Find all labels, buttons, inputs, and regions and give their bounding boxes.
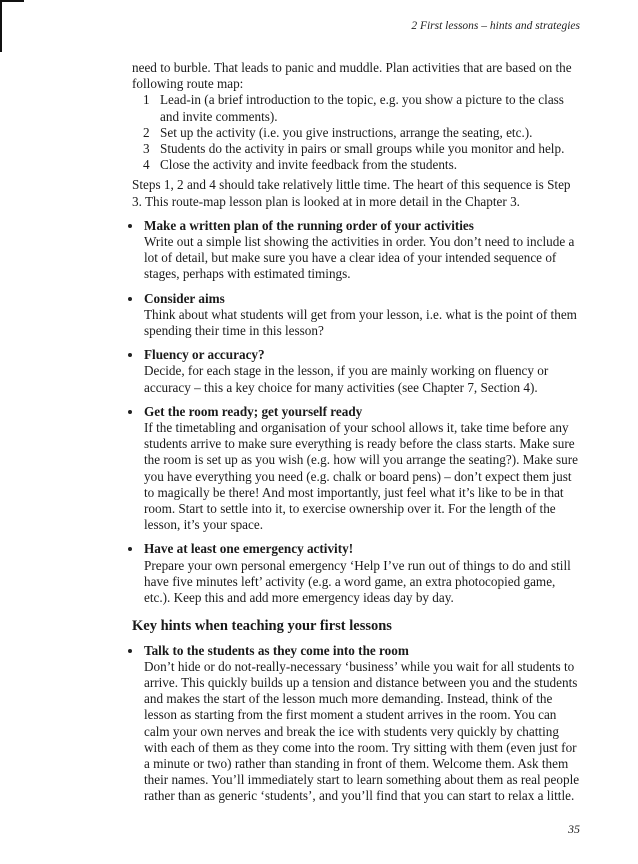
tip-title: Consider aims <box>144 290 225 306</box>
tip-item-written-plan <box>132 218 582 283</box>
tip-body: If the timetabling and organisation of your school allows it, take time before any students arrive to make sure everything is ready before the class starts. Make sure the room is set up as you wish (e.g. how will you arrange the seating?). Make sure you have everything you need (e.g. chalk or board pens) – don’t expect them just to magically be there! And most importantly, just feel what it’s like to be in that room. Start to settle into it, to exercise ownership over it. For the length of the lesson, it’s your space. <box>144 420 578 533</box>
bullet-icon <box>128 410 132 414</box>
page-number: 35 <box>568 822 580 836</box>
route-map-item <box>132 125 582 141</box>
route-map-item <box>132 157 582 173</box>
bullet-icon <box>128 224 132 228</box>
tip-item-room-ready <box>132 404 582 534</box>
tip-item-emergency-activity <box>132 541 582 606</box>
route-map-number: 2 <box>143 124 150 140</box>
tip-item-consider-aims <box>132 291 582 340</box>
tip-body: Think about what students will get from your lesson, i.e. what is the point of them spending their time in this lesson? <box>144 306 577 339</box>
route-map-number: 1 <box>143 92 150 108</box>
tip-item-fluency-accuracy <box>132 347 582 396</box>
bullet-icon <box>128 649 132 653</box>
tip-item-talk-to-students <box>132 643 582 805</box>
crop-corner-mark <box>0 0 24 52</box>
bullet-icon <box>128 297 132 301</box>
tip-title: Talk to the students as they come into the room <box>144 642 409 658</box>
tip-body: Prepare your own personal emergency ‘Help I’ve run out of things to do and still have five minutes left’ activity (e.g. a word game, an extra photocopied game, etc.). Keep this and add more emergency ideas day by day. <box>144 557 571 606</box>
bullet-icon <box>128 353 132 357</box>
section-heading: Key hints when teaching your first lessons <box>132 618 392 635</box>
route-map-text: Set up the activity (i.e. you give instructions, arrange the seating, etc.). <box>160 124 533 140</box>
tip-title: Get the room ready; get yourself ready <box>144 403 363 419</box>
route-map-item <box>132 141 582 157</box>
steps-paragraph: Steps 1, 2 and 4 should take relatively little time. The heart of this sequence is Step 3. This route-map lesson plan is looked at in more detail in the Chapter 3. <box>132 177 571 209</box>
route-map-text: Lead-in (a brief introduction to the topic, e.g. you show a picture to the class and invite comments). <box>160 92 564 124</box>
tip-title: Make a written plan of the running order of your activities <box>144 217 474 233</box>
route-map-number: 3 <box>143 141 150 157</box>
tip-title: Have at least one emergency activity! <box>144 541 354 557</box>
intro-paragraph: need to burble. That leads to panic and muddle. Plan activities that are based on the following route map: <box>132 60 572 92</box>
route-map-list <box>132 92 582 173</box>
running-head: 2 First lessons – hints and strategies <box>411 20 580 32</box>
route-map-text: Students do the activity in pairs or small groups while you monitor and help. <box>160 141 565 157</box>
tip-body: Decide, for each stage in the lesson, if you are mainly working on fluency or accuracy – this a key choice for many activities (see Chapter 7, Section 4). <box>144 363 549 395</box>
route-map-item <box>132 92 582 124</box>
route-map-text: Close the activity and invite feedback from the students. <box>160 157 458 173</box>
tip-title: Fluency or accuracy? <box>144 347 265 363</box>
page-body <box>132 60 582 805</box>
tip-body: Write out a simple list showing the activities in order. You don’t need to include a lot of detail, but make sure you have a clear idea of your intended sequence of stages, perhaps with estimated timings. <box>144 234 575 282</box>
tip-body: Don’t hide or do not-really-necessary ‘business’ while you wait for all students to arrive. This quickly builds up a tension and distance between you and the students and makes the start of the lesson much more demanding. Instead, think of the lesson as starting from the first moment a student arrives in the room. You can calm your own nerves and break the ice with students very quickly by chatting with each of them as they come into the room. Try sitting with them (even just for a minute or two) rather than standing in front of them. Welcome them. Ask them their names. You’ll immediately start to learn something about them as real people rather than as generic ‘students’, and you’ll find that you can start to relax a little. <box>144 658 580 804</box>
route-map-number: 4 <box>143 157 150 173</box>
bullet-icon <box>128 547 132 551</box>
